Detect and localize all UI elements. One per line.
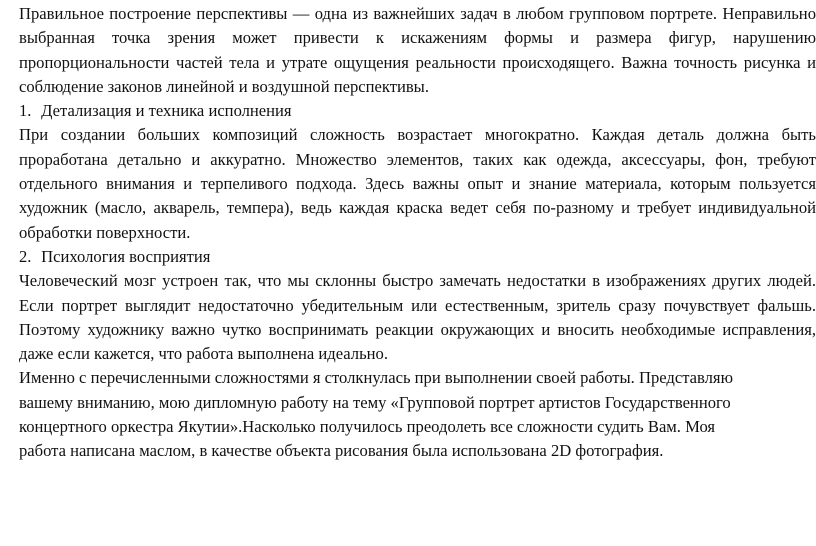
section-1-body: При создании больших композиций сложность возрастает многократно. Каждая деталь должна быть проработана детально и аккуратно. Множество элементов, таких как одежда, аксессуары, фон, требуют отдельного внимания и терпеливого подхода. Здесь важны опыт и знание материала, которым пользуется художник (масло, акварель, темпера), ведь каждая краска ведет себя по-разному и требует индивидуальной обработки поверхности. <box>19 125 816 242</box>
section-1-title: Детализация и техника исполнения <box>41 101 292 121</box>
closing-line: работа написана маслом, в качестве объекта рисования была использована 2D фотография. <box>19 441 664 461</box>
closing-paragraph <box>19 366 816 463</box>
closing-line: концертного оркестра Якутии».Насколько получилось преодолеть все сложности судить Вам. Моя <box>19 417 716 437</box>
section-2-title: Психология восприятия <box>41 246 211 266</box>
section-2-heading <box>19 245 816 269</box>
document-page <box>19 2 816 464</box>
intro-paragraph: Правильное построение перспективы — одна из важнейших задач в любом групповом портрете. Неправильно выбранная точка зрения может привести к искажениям формы и размера фигур, нарушению пропорциональности частей тела и утрате ощущения реальности происходящего. Важна точность рисунка и соблюдение законов линейной и воздушной перспективы. <box>19 4 816 96</box>
section-2-body: Человеческий мозг устроен так, что мы склонны быстро замечать недостатки в изображениях других людей. Если портрет выглядит недостаточно убедительным или естественным, зритель сразу почувствует фальшь. Поэтому художнику важно чутко воспринимать реакции окружающих и вносить необходимые исправления, даже если кажется, что работа выполнена идеально. <box>19 271 816 364</box>
closing-line: Именно с перечисленными сложностями я столкнулась при выполнении своей работы. Представляю <box>19 368 733 388</box>
closing-line: вашему вниманию, мою дипломную работу на тему «Групповой портрет артистов Государственного <box>19 392 731 412</box>
section-1-number: 1. <box>19 101 32 121</box>
section-1-heading <box>19 99 816 123</box>
section-2-number: 2. <box>19 246 32 266</box>
